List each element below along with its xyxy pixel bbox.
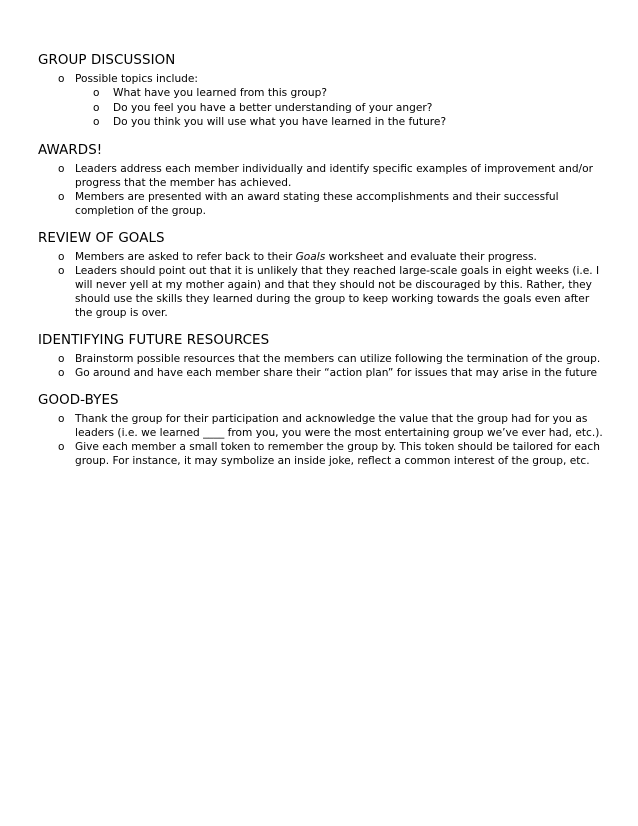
sub-bullet-text: Do you think you will use what you have learned in the future?	[113, 116, 447, 128]
section-identifying-future-resources	[38, 332, 608, 380]
sub-bullet-item	[38, 86, 608, 101]
sub-bullet-list	[38, 86, 608, 130]
bullet-item	[38, 352, 608, 366]
bullet-marker: o	[93, 87, 100, 99]
bullet-text: Possible topics include:	[75, 73, 198, 85]
bullet-text: Thank the group for their participation and acknowledge the value that the group had for you as leaders (i.e. we learned ____ from you, you were the most entertaining group we’ve ever had, etc.).	[75, 412, 603, 439]
section-good-byes	[38, 392, 608, 468]
bullet-marker: o	[58, 264, 65, 277]
bullet-text-post: worksheet and evaluate their progress.	[325, 250, 537, 263]
bullet-marker: o	[58, 440, 65, 453]
bullet-text: Members are presented with an award stating these accomplishments and their successful completion of the group.	[75, 190, 559, 217]
sub-bullet-item	[38, 101, 608, 116]
bullet-marker: o	[93, 101, 100, 114]
bullet-list	[38, 250, 608, 320]
bullet-text: Give each member a small token to remember the group by. This token should be tailored for each group. For instance, it may symbolize an inside joke, reflect a common interest of the group, etc.	[75, 440, 600, 467]
bullet-list	[38, 72, 608, 86]
bullet-text: Brainstorm possible resources that the members can utilize following the termination of the group.	[75, 352, 601, 365]
bullet-marker: o	[58, 352, 65, 365]
bullet-list	[38, 412, 608, 468]
section-heading: AWARDS!	[38, 142, 103, 158]
bullet-marker: o	[58, 162, 65, 175]
bullet-list	[38, 352, 608, 380]
bullet-item	[38, 72, 608, 86]
section-group-discussion	[38, 52, 608, 130]
section-heading: IDENTIFYING FUTURE RESOURCES	[38, 332, 270, 348]
section-heading: GOOD-BYES	[38, 392, 119, 408]
bullet-item	[38, 264, 608, 320]
goals-worksheet-name: Goals	[295, 250, 326, 263]
bullet-marker: o	[58, 366, 65, 379]
bullet-marker: o	[58, 190, 65, 203]
bullet-item	[38, 440, 608, 468]
section-heading: REVIEW OF GOALS	[38, 230, 165, 246]
bullet-marker: o	[58, 250, 65, 263]
bullet-text: Leaders should point out that it is unlikely that they reached large-scale goals in eight weeks (i.e. I will never yell at my mother again) and that they should not be discouraged by this. Rather, they should use the skills they learned during the group to keep working towards the goals even after the group is over.	[75, 264, 600, 319]
bullet-marker: o	[93, 116, 100, 128]
bullet-list	[38, 162, 608, 218]
section-awards	[38, 142, 608, 218]
bullet-text: Leaders address each member individually and identify specific examples of improvement and/or progress that the member has achieved.	[75, 162, 593, 189]
bullet-item	[38, 412, 608, 440]
bullet-item	[38, 162, 608, 190]
sub-bullet-text: Do you feel you have a better understanding of your anger?	[113, 101, 433, 114]
bullet-text: Go around and have each member share their “action plan” for issues that may arise in the future	[75, 366, 598, 379]
bullet-item	[38, 250, 608, 264]
bullet-item	[38, 366, 608, 380]
bullet-marker: o	[58, 412, 65, 425]
section-heading: GROUP DISCUSSION	[38, 53, 176, 68]
bullet-marker: o	[58, 73, 65, 85]
bullet-text-pre: Members are asked to refer back to their	[75, 250, 296, 263]
bullet-item	[38, 190, 608, 218]
sub-bullet-text: What have you learned from this group?	[113, 87, 327, 99]
section-review-of-goals	[38, 230, 608, 320]
sub-bullet-item	[38, 115, 608, 130]
